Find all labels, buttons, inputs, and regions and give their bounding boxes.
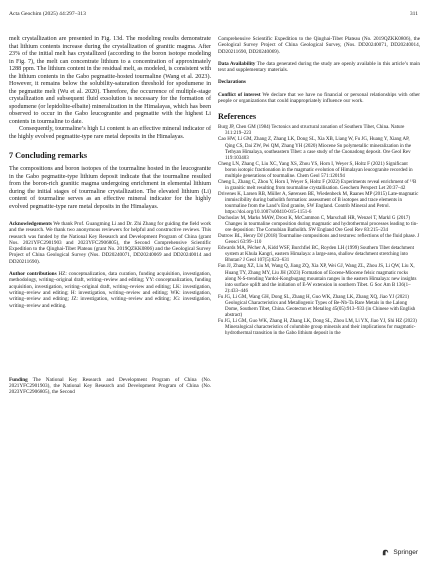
reference-item: Cheng L, Zhang C, Zhou Y, Horn I, Weyer S, Holtz F (2022) Experiments reveal enrichment of ¹¹B in granitic melt resulting from tourmaline crystallisation. Geochem Perspect Let 20:37–42 xyxy=(218,179,417,191)
data-availability xyxy=(218,61,420,74)
page-number: 311 xyxy=(409,11,418,17)
acknowledgements xyxy=(9,221,211,265)
conflict-label: Conflict of interest xyxy=(218,91,261,98)
reference-item: Edwards MA, Pêcher A, Kidd WSF, Burchfiel BC, Royden LH (1999) Southern Tibet detachment system at Khula Kangri, eastern Himalaya: a large-area, shallow detachment stretching into Bhutan? J Geol 107(5):623–631 xyxy=(218,246,415,264)
reference-item: Fan JJ, Zhang XZ, Liu M, Wang Q, Jiang ZQ, Xia XP, Wei GJ, Wang ZL, Zhou JS, Li QW, Liu X, Huang TY, Zhang MY, Liu JH (2023) Formation of Eocene-Miocene felsic magmatic rocks along N-S-trending Yardoi-Kongbugang mountain ranges in the eastern Himalaya: new insights into surface uplift and the initiation of E-W extension in southern Tibet. G Soc Am B 136(1–2):433–446 xyxy=(218,264,417,294)
body-paragraph: Consequently, tourmaline’s high Li content is an effective mineral indicator of the highly evolved pegmatite-type rare metal deposits in the Himalayas. xyxy=(9,126,211,140)
reference-item: Fu JG, Li GM, Guo WK, Zhang H, Zhang LK, Dong SL, Zhou LM, Li YX, Jiao YJ, Shi HZ (2023) Mineralogical characteristics of columbite group minerals and their implications for magmatic-hydrothermal transition in the Gabo lithium deposit in the xyxy=(218,318,417,336)
left-column xyxy=(9,36,211,396)
reference-item: Duchoslav M, Marks MAW, Drost K, McCammon C, Marschall HR, Wenzel T, Markl G (2017) Changes in tourmaline composition during magmatic and hydrothermal processes leading to tin-ore deposition: The Cornubian Batholith. SW England Ore Geol Rev 83:215–234 xyxy=(218,216,418,234)
ack-text: We thank Prof. Guangming Li and Dr. Zhi Zhang for guiding the field work and the research. We thank two anonymous reviewers for helpful and constructive reviews. This research was funded by the National Key Research and Development Program of China (grant Nos. 2021YFC2901903 and 2023YFC2906805), the Second Comprehensive Scientific Expedition to the Qinghai-Tibet Plateau (grant No. 2019QZKK0806) and the Geological Survey Project of China Geological Survey (Nos. DD20240071, DD20240069 and DD20240014 and DD20211690). xyxy=(9,221,212,265)
data-text: The data generated during the study are openly available in this article’s main text and supplementary materials. xyxy=(218,60,420,74)
funding-text: The National Key Research and Development Program of China (No. 2021YFC2901903), the National Key Research and Development Program of China (No. 2023YFC2906805), the Second xyxy=(9,376,211,396)
contrib-label: Author contributions xyxy=(9,271,57,278)
conflict-of-interest xyxy=(218,92,420,105)
springer-horse-icon xyxy=(381,548,390,557)
references-heading: References xyxy=(218,112,257,122)
declarations-heading: Declarations xyxy=(218,79,246,86)
publisher-name: Springer xyxy=(393,549,418,556)
author-contributions xyxy=(9,271,211,309)
journal-citation: Acta Geochim (2025) 44:297–313 xyxy=(9,11,86,17)
funding xyxy=(9,377,211,396)
body-paragraph: The compositions and boron isotopes of the tourmaline hosted in the leucogranite in the Gabo pegmatite-type lithium deposit indicate that the tourmaline resulted from the boron-rich granitic magma undergoing enrichment in elemental lithium during the initial stages of tourmaline crystallization. The elevated lithium (Li) content of tourmaline serves as an effective mineral indicator for the highly evolved pegmatite-type rare metal deposits in the Himalayas. xyxy=(9,166,211,210)
reference-item: Dutrow BL, Henry DJ (2018) Tourmaline compositions and textures: reflections of the fluid phase. J Geosci 63:99–110 xyxy=(218,234,420,246)
reference-item: Drivenes K, Larsen RB, Müller A, Sørensen BE, Wiedenbeck M, Raanes MP (2015) Late-magmatic immiscibility during batholith formation: assessment of B isotopes and trace elements in tourmaline from the Land’s End granite, SW England. Contrib Mineral and Petrol. https://doi.org/10.1007/s00410-015-1151-6 xyxy=(218,191,419,216)
contrib-text: HZ: conceptualization, data curation, funding acquisition, investigation, methodology, writing–original draft, writing–review and editing; YY: conceptualization, funding acquisition, investigation, writing–original draft, writing–review and editing; LK: investigation, writing–review and editing; H: investigation, writing–review and editing; WK: investigation, writing–review and editing; JZ: investigation, writing–review and editing; JG: investigation, writing–review and editing. xyxy=(9,271,212,309)
reference-item: Cao HW, Li GM, Zhang Z, Zhang LK, Dong SL, Xia XB, Liang W, Fu JG, Huang Y, Xiang AP, Qing CS, Dai ZW, Pei QM, Zhang YH (2020) Miocene Sn polymetallic mineralization in the Tethyan Himalaya, southeastern Tibet: a case study of the Cuonadong deposit. Ore Geol Rev 119:103403 xyxy=(218,137,412,161)
conflict-text: We declare that we have no financial or personal relationships with other people or organizations that could inappropriately influence our work. xyxy=(218,91,421,105)
publisher-logo xyxy=(381,548,418,557)
data-label: Data Availability xyxy=(218,60,256,67)
funding-continued: Comprehensive Scientific Expedition to the Qinghai-Tibet Plateau (No. 2019QZKK0806), the Geological Survey Project of China Geological Survey, (Nos. DD20240071, DD20240014, DD20211690, DD20240069). xyxy=(218,36,420,55)
body-paragraph: melt crystallization are presented in Fig. 13d. The modeling results demonstrate that lithium contents increase during the crystallization of granitic magma. After 23% of the initial melt has crystallized (according to the boron isotope modeling in Fig. 7), the melt can concentrate lithium to a concentration of approximately 1288 ppm. The lithium content in the residual melt, as modeled, is consistent with the lithium contents in the Gabo pegmatite-hosted tourmaline (Wang et al. 2023). However, it remains below the solubility-saturation threshold for spodumene in the pegmatite melt (Wu et al. 2020). Therefore, the occurrence of multiple-stage crystallization and subsequent fluid exsolution is necessary for the formation of spodumene (or lepidolite-elbaite) mineralization in the Himalayas, which has been observed to occur in the Gabo leucogranite and pegmatite with the highest Li contents in tourmaline to date. xyxy=(9,36,211,125)
running-header xyxy=(9,8,418,20)
reference-item: Burg JP, Chen GM (1984) Tectonics and structural zonation of Southern Tibet, China. Nature 311:219–223 xyxy=(218,125,405,137)
reference-item: Fu JG, Li GM, Wang GH, Dong SL, Zhang H, Guo WK, Zhang LK, Zhang XQ, Jiao YJ (2021) Geological Characteristics and Metallogenic Types of Be-Nb-Ta Rare Metals in the Lalong Dome, Southern Tibet, China. Geotecton et Metallog 45(05):913–933 (in Chinese with English abstract) xyxy=(218,294,416,318)
reference-list xyxy=(218,125,420,337)
right-column xyxy=(218,36,420,337)
reference-item: Cheng LN, Zhang C, Liu XC, Yang XS, Zhou YS, Horn I, Weyer S, Holtz F (2021) Significant boron isotopic fractionation in the magmatic evolution of Himalayan leucogranite recorded in multiple generations of tourmaline. Chem Geol 571:120194 xyxy=(218,161,413,179)
section-heading: 7 Concluding remarks xyxy=(9,151,88,160)
funding-label: Funding xyxy=(9,376,28,383)
ack-label: Acknowledgements xyxy=(9,221,52,227)
